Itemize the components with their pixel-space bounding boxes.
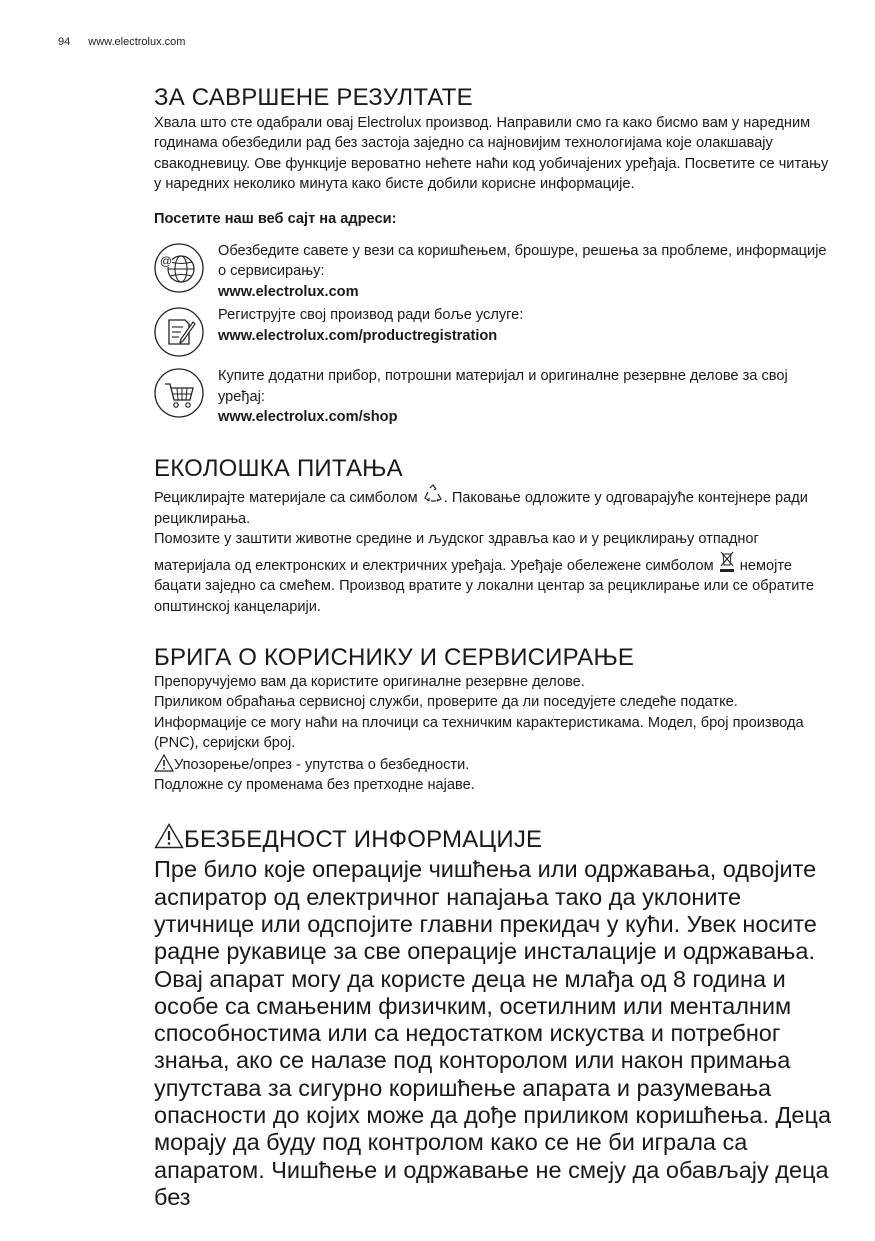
care-title: БРИГА О КОРИСНИКУ И СЕРВИСИРАЊЕ [154, 643, 635, 671]
svg-text:@: @ [159, 254, 173, 269]
safety-title [154, 823, 834, 854]
care-warning-text: Упозорење/опрез - упутства о безбедности. [174, 756, 470, 773]
registration-icon [153, 306, 205, 358]
warning-icon [154, 754, 174, 772]
visit-label: Посетите наш веб сајт на адреси: [154, 210, 397, 227]
care-notice: Подложне су променама без претходне најаве. [154, 776, 475, 793]
eco-text: Помозите у заштити животне средине и људског здравља као и у рециклирању отпадног материјала од електронских и електричних уређаја. Уређаје обележене симболом [154, 531, 759, 574]
shop-item [154, 366, 834, 427]
eco-text: . Паковање одложите у одговарајуће контејнере ради рециклирања. [154, 490, 808, 527]
support-item-link[interactable]: www.electrolux.com [218, 283, 359, 300]
section-results [154, 84, 834, 427]
safety-body-text: Пре било које операције чишћења или одржавања, одвојите аспиратор од електричног напајања тако да уклоните утичнице или одспојите главни прекидач у кући. Увек носите радне рукавице за све операције инсталације и одржавања. Овај апарат могу да користе деца не млађа од 8 година и особе са смањеним физичким, осетилним или менталним способностима или са недостатком искуства и потребног знања, ако се налазе под конторолом или након примања упутстава за сигурно коришћење апарата и разумевања опасности до којих може да дође приликом коришћења. Деца морају да буду под контролом како се не би играла са апаратом. Чишћење и одржавање не смеју да обављају деца без [154, 856, 832, 1210]
shop-item-text: Купите додатни прибор, потрошни материјал и оригиналне резервне делове за свој уређај: [218, 368, 788, 405]
results-intro: Хвала што сте одабрали овај Electrolux производ. Направили смо га како бисмо вам у наредним годинама обезбедили рад без застоја заједно са најновијим технологијама које олакшавају свакодневицу. Ове функције вероватно нећете наћи код уобичајених уређаја. Посветите се читању у наредних неколико минута како бисте добили корисне информације. [154, 115, 829, 193]
registration-item [154, 305, 834, 358]
section-safety [154, 823, 834, 1211]
care-line: Приликом обраћања сервисној служби, проверите да ли поседујете следеће податке. Информације се могу наћи на плочици са техничким карактеристикама. Модел, број производа (PNC), серијски број. [154, 694, 804, 752]
support-item [154, 241, 834, 302]
eco-title: ЕКОЛОШКА ПИТАЊА [154, 455, 403, 483]
section-eco [154, 455, 834, 616]
care-line: Препоручујемо вам да користите оригиналне резервне делове. [154, 673, 585, 690]
eco-text: Рециклирајте материјале са симболом [154, 490, 418, 507]
page-header [58, 36, 185, 48]
page-number: 94 [58, 36, 71, 48]
shopping-cart-icon [153, 367, 205, 419]
eco-text: немојте бацати заједно са смећем. Производ вратите у локални центар за рециклирање или се обратите општинској канцеларији. [154, 557, 814, 615]
registration-item-link[interactable]: www.electrolux.com/productregistration [218, 327, 498, 344]
crossed-bin-icon [718, 550, 736, 574]
section-care [154, 644, 834, 795]
header-url[interactable]: www.electrolux.com [88, 36, 186, 48]
recycle-icon [422, 483, 444, 505]
support-item-text: Обезбедите савете у вези са коришћењем, брошуре, решења за проблеме, информације о сервисирању: [218, 243, 827, 280]
warning-icon [154, 823, 184, 849]
care-warning [154, 754, 834, 775]
results-title: ЗА САВРШЕНЕ РЕЗУЛТАТЕ [154, 84, 473, 111]
globe-icon [153, 242, 205, 294]
eco-paragraph-recycle [154, 483, 834, 529]
registration-item-text: Региструјте свој производ ради боље услуге: [218, 307, 524, 324]
eco-paragraph-weee [154, 529, 834, 617]
safety-body [154, 856, 834, 1211]
safety-title-text: БЕЗБЕДНОСТ ИНФОРМАЦИЈЕ [184, 826, 543, 854]
page-content [154, 84, 834, 1211]
shop-item-link[interactable]: www.electrolux.com/shop [218, 409, 398, 426]
